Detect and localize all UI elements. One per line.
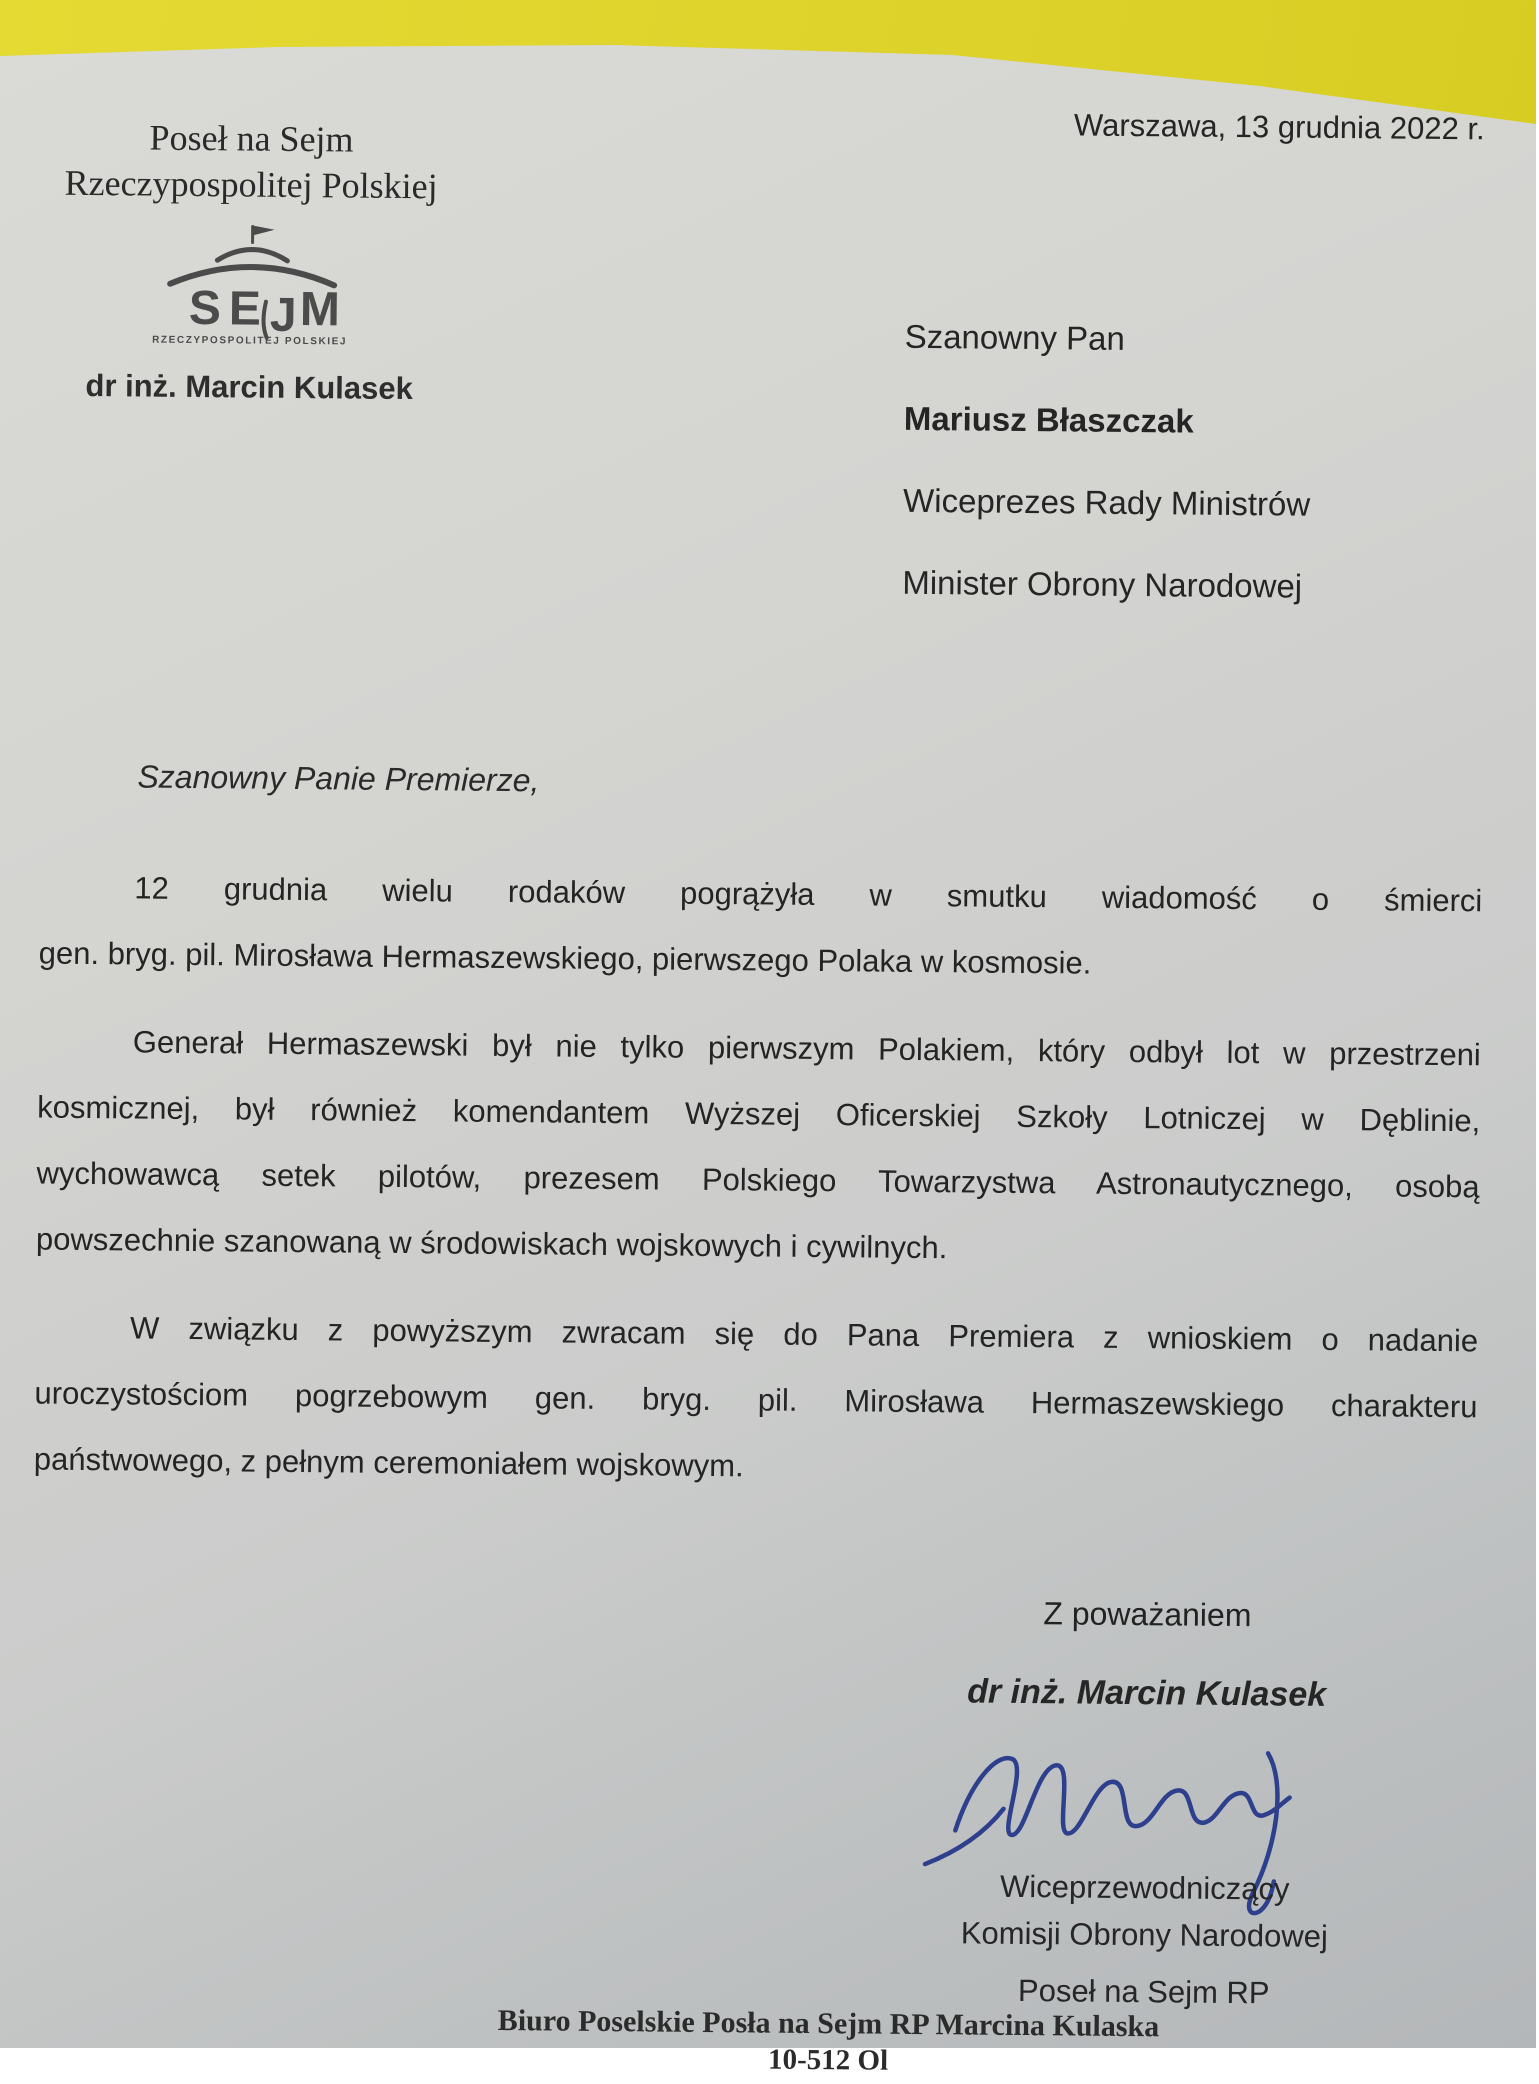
footer-address-partial: 10-512 Ol (283, 2039, 1373, 2082)
sender-name: dr inż. Marcin Kulasek (39, 368, 459, 408)
paragraph-line: powszechnie szanowaną w środowiskach wojskowych i cywilnych. (36, 1207, 1480, 1287)
sejm-dome-icon (157, 221, 344, 347)
valediction: Z poważaniem (887, 1594, 1407, 1636)
paragraph-line: 12 grudnia wielu rodaków pogrążyła w smutku wiadomość o śmierci (39, 855, 1483, 935)
sender-header (41, 114, 462, 210)
recipient-block (902, 320, 1312, 652)
paragraph-line: kosmicznej, był również komendantem Wyższej Oficerskiej Szkoły Lotniczej w Dęblinie, (37, 1075, 1481, 1155)
paragraph-line: uroczystościom pogrzebowym gen. bryg. pil. Mirosława Hermaszewskiego charakteru (34, 1361, 1478, 1441)
letter-body (33, 855, 1482, 1529)
signer-title-line3: Poseł na Sejm RP (884, 1972, 1404, 2013)
svg-text:S: S (189, 282, 222, 335)
paragraph-line: Generał Hermaszewski był nie tylko pierwszym Polakiem, który odbył lot w przestrzeni (38, 1009, 1482, 1089)
recipient-name: Mariusz Błaszczak (904, 402, 1311, 439)
signer-name: dr inż. Marcin Kulasek (886, 1672, 1406, 1716)
letter-paragraph (36, 1009, 1481, 1287)
letter-paragraph (38, 855, 1482, 1001)
paragraph-line: gen. bryg. pil. Mirosława Hermaszewskiego, pierwszego Polaka w kosmosie. (38, 921, 1482, 1001)
svg-text:E: E (229, 282, 262, 335)
recipient-salutation: Szanowny Pan (905, 320, 1312, 357)
svg-text:M: M (300, 283, 340, 336)
letter-paragraph (34, 1295, 1479, 1507)
recipient-title1: Wiceprezes Rady Ministrów (903, 484, 1310, 521)
letter-salutation: Szanowny Panie Premierze, (137, 758, 539, 799)
paragraph-line: państwowego, z pełnym ceremoniałem wojskowym. (34, 1427, 1478, 1507)
date-line: Warszawa, 13 grudnia 2022 r. (1002, 107, 1485, 148)
signer-title-line1: Wiceprzewodniczący (885, 1862, 1405, 1914)
paragraph-line: wychowawcą setek pilotów, prezesem Polskiego Towarzystwa Astronautycznego, osobą (36, 1141, 1480, 1221)
sejm-logo (157, 221, 344, 352)
recipient-title2: Minister Obrony Narodowej (902, 566, 1309, 603)
footer-office-line: Biuro Poselskie Posła na Sejm RP Marcina Kulaska (283, 2002, 1373, 2046)
sender-line1: Poseł na Sejm (41, 114, 461, 164)
sender-line2: Rzeczypospolitej Polskiej (41, 160, 461, 210)
svg-text:RZECZYPOSPOLITEJ POLSKIEJ: RZECZYPOSPOLITEJ POLSKIEJ (152, 335, 347, 348)
svg-text:J: J (270, 289, 297, 342)
paragraph-line: W związku z powyższym zwracam się do Pana Premiera z wnioskiem o nadanie (35, 1295, 1479, 1375)
signer-title-line2: Komisji Obrony Narodowej (884, 1909, 1404, 1961)
signer-titles (884, 1862, 1405, 1961)
